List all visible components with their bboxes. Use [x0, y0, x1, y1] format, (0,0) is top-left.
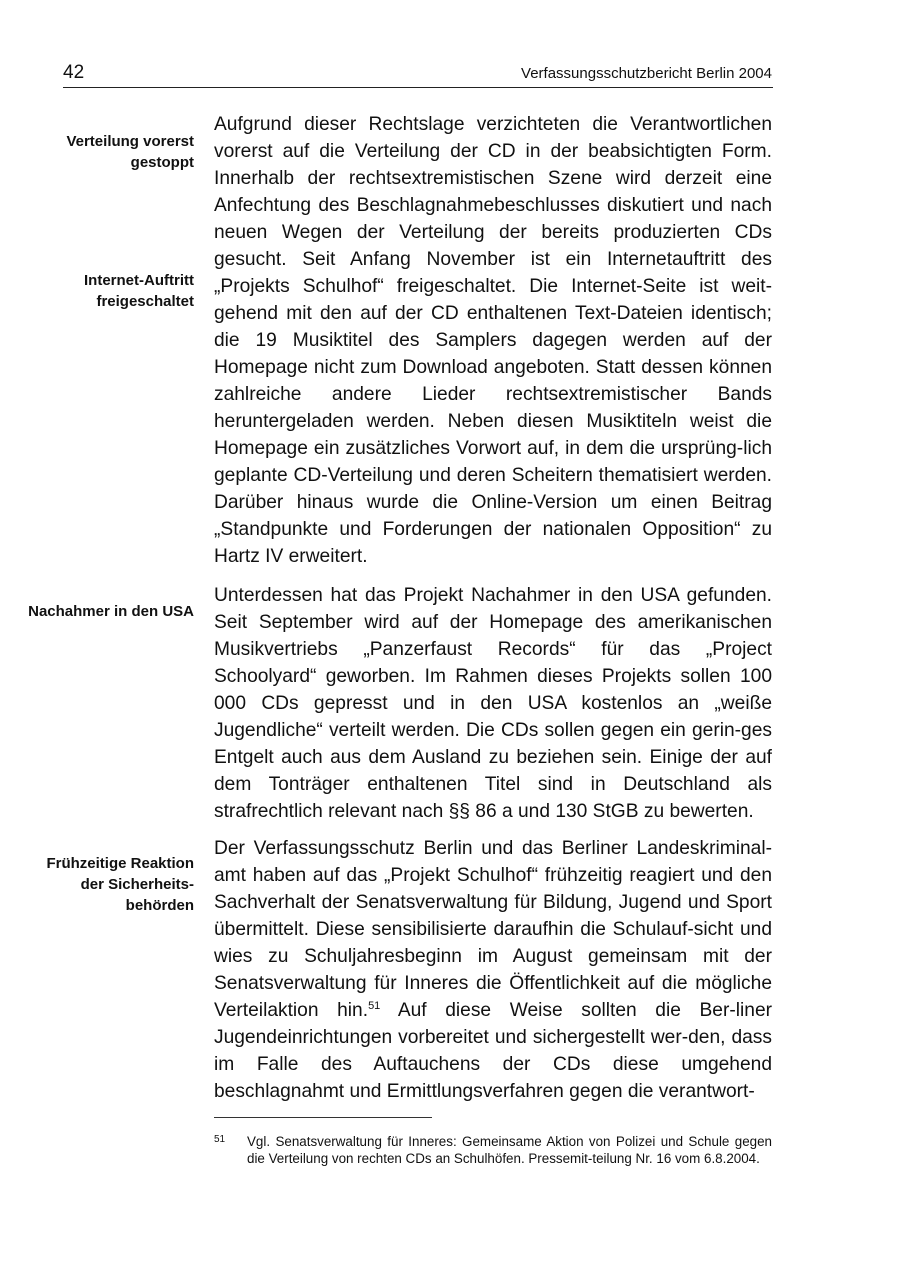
- footnote-separator: [214, 1117, 432, 1118]
- header-rule: [63, 87, 773, 88]
- marginal-note: Frühzeitige Reaktion der Sicherheits-behörden: [46, 855, 194, 914]
- paragraph: Aufgrund dieser Rechtslage verzichteten die Verantwortlichen vorerst auf die Verteilung der CD in der beabsichtigten Form. Innerhalb der rechtsextremistischen Szene wird derzeit eine Anfechtung des Beschlagnahmebeschlusses diskutiert und nach neuen Wegen der Verteilung der bereits produzierten CDs gesucht. Seit Anfang November ist ein Internetauftritt des „Projekts Schulhof“ freigeschaltet. Die Internet-Seite ist weit-gehend mit den auf der CD enthaltenen Text-Dateien identisch; die 19 Musiktitel des Samplers dagegen werden auf der Homepage nicht zum Download angeboten. Statt dessen können zahlreiche andere Lieder rechtsextremistischer Bands heruntergeladen werden. Neben diesen Musiktiteln weist die Homepage ein zusätzliches Vorwort auf, in dem die ursprüng-lich geplante CD-Verteilung und deren Scheitern thematisiert werden. Darüber hinaus wurde die Online-Version um einen Beitrag „Standpunkte und Forderungen der nationalen Opposition“ zu Hartz IV erweitert.: [214, 114, 772, 567]
- paragraph-text: Auf diese Weise sollten die Ber-liner Jugendeinrichtungen vorbereitet und sichergestellt wer-den, dass im Falle des Auftauchens der CDs diese umgehend beschlagnahmt und Ermittlungsverfahren gegen die verantwort-: [214, 1000, 772, 1102]
- paragraph-text: Der Verfassungsschutz Berlin und das Berliner Landeskriminal-amt haben auf das „Projekt Schulhof“ frühzeitig reagiert und den Sachverhalt der Senatsverwaltung für Bildung, Jugend und Sport übermittelt. Diese sensibilisierte daraufhin die Schulauf-sicht und wies zu Schuljahresbeginn im August gemeinsam mit der Senatsverwaltung für Inneres die Öffentlichkeit auf die mögliche Verteilaktion hin.: [214, 838, 772, 1021]
- footnote-number: 51: [214, 1134, 226, 1145]
- marginal-note: Verteilung vorerst gestoppt: [66, 133, 194, 171]
- footnote-reference: 51: [368, 1000, 381, 1012]
- paragraph: [214, 835, 772, 1105]
- page-number: 42: [63, 62, 85, 83]
- footnote-text: Vgl. Senatsverwaltung für Inneres: Gemeinsame Aktion von Polizei und Schule gegen die Verteilung von rechten CDs an Schulhöfen. Pressemit-teilung Nr. 16 vom 6.8.2004.: [247, 1134, 772, 1166]
- running-title: Verfassungsschutzbericht Berlin 2004: [521, 65, 772, 82]
- paragraph: Unterdessen hat das Projekt Nachahmer in den USA gefunden. Seit September wird auf der Homepage des amerikanischen Musikvertriebs „Panzerfaust Records“ für das „Project Schoolyard“ geworben. Im Rahmen dieses Projekts sollen 100 000 CDs gepresst und in den USA kostenlos an „weiße Jugendliche“ verteilt werden. Die CDs sollen gegen ein gerin-ges Entgelt auch aus dem Ausland zu beziehen sein. Einige der auf dem Tonträger enthaltenen Titel sind in Deutschland als strafrechtlich relevant nach §§ 86 a und 130 StGB zu bewerten.: [214, 585, 772, 822]
- marginal-note: Nachahmer in den USA: [28, 603, 194, 620]
- footnote: [214, 1134, 772, 1167]
- marginal-note: Internet-Auftritt freigeschaltet: [84, 272, 194, 310]
